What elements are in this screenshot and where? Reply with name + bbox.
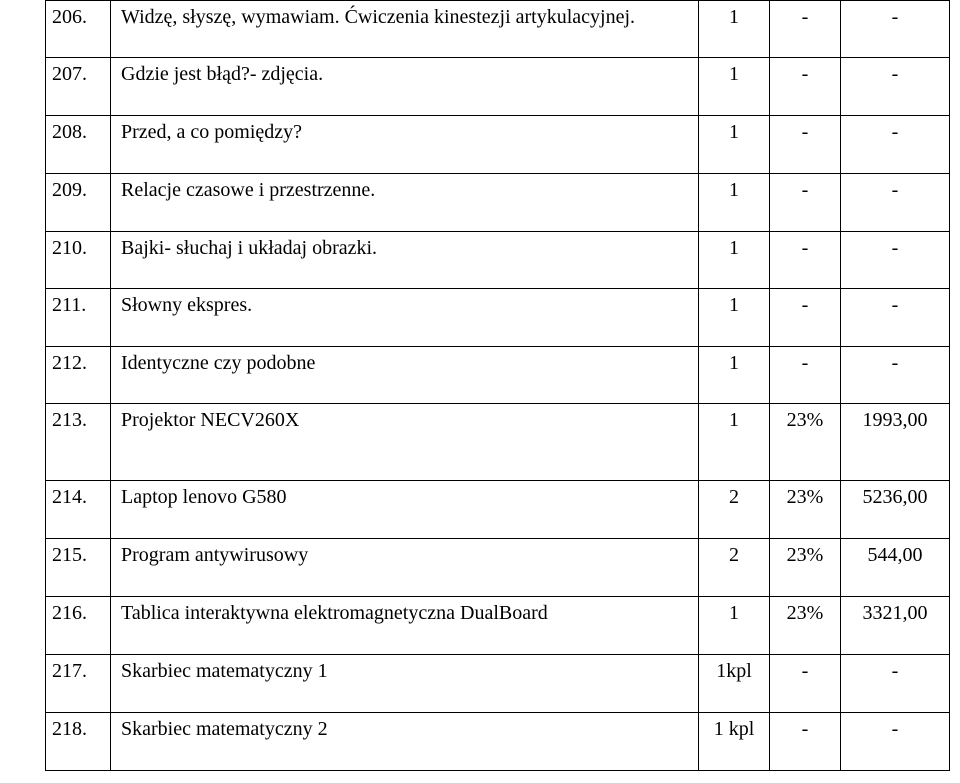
table-row [46,232,950,289]
item-value: - [841,1,950,58]
item-name: Gdzie jest błąd?- zdjęcia. [111,58,699,116]
item-value: 3321,00 [841,597,950,655]
item-quantity: 1 [699,232,770,289]
item-vat: - [770,289,841,347]
item-value: 544,00 [841,539,950,597]
item-name: Słowny ekspres. [111,289,699,347]
table-row [46,539,950,597]
items-table [45,0,950,771]
item-vat: - [770,116,841,174]
item-value: - [841,174,950,232]
item-quantity: 1 [699,347,770,404]
item-vat: - [770,174,841,232]
item-name: Tablica interaktywna elektromagnetyczna DualBoard [111,597,699,655]
row-number: 213. [46,404,111,481]
item-name: Widzę, słyszę, wymawiam. Ćwiczenia kinestezji artykulacyjnej. [111,1,699,58]
table-row [46,116,950,174]
table-row [46,713,950,771]
item-quantity: 2 [699,481,770,539]
table-row [46,597,950,655]
item-value: - [841,232,950,289]
row-number: 211. [46,289,111,347]
item-vat: - [770,713,841,771]
row-number: 218. [46,713,111,771]
item-name: Skarbiec matematyczny 1 [111,655,699,713]
item-vat: 23% [770,404,841,481]
row-number: 214. [46,481,111,539]
item-value: 5236,00 [841,481,950,539]
item-quantity: 1 [699,597,770,655]
item-quantity: 2 [699,539,770,597]
item-vat: 23% [770,597,841,655]
row-number: 217. [46,655,111,713]
item-vat: 23% [770,481,841,539]
item-name: Projektor NECV260X [111,404,699,481]
table-row [46,289,950,347]
row-number: 210. [46,232,111,289]
item-vat: - [770,232,841,289]
item-name: Bajki- słuchaj i układaj obrazki. [111,232,699,289]
table-row [46,174,950,232]
item-quantity: 1 [699,58,770,116]
item-name: Relacje czasowe i przestrzenne. [111,174,699,232]
item-value: - [841,58,950,116]
item-name: Program antywirusowy [111,539,699,597]
item-name: Skarbiec matematyczny 2 [111,713,699,771]
row-number: 215. [46,539,111,597]
item-name: Laptop lenovo G580 [111,481,699,539]
item-name: Przed, a co pomiędzy? [111,116,699,174]
item-vat: - [770,655,841,713]
item-quantity: 1 [699,404,770,481]
table-row [46,404,950,481]
row-number: 212. [46,347,111,404]
item-vat: 23% [770,539,841,597]
item-quantity: 1 [699,174,770,232]
row-number: 206. [46,1,111,58]
item-quantity: 1 [699,289,770,347]
item-vat: - [770,1,841,58]
row-number: 207. [46,58,111,116]
item-value: - [841,655,950,713]
item-value: - [841,116,950,174]
item-quantity: 1kpl [699,655,770,713]
item-value: - [841,347,950,404]
item-quantity: 1 [699,116,770,174]
table-row [46,481,950,539]
item-vat: - [770,347,841,404]
table-row [46,1,950,58]
item-value: - [841,713,950,771]
row-number: 208. [46,116,111,174]
item-vat: - [770,58,841,116]
table-row [46,655,950,713]
row-number: 209. [46,174,111,232]
table-row [46,58,950,116]
item-quantity: 1 [699,1,770,58]
item-name: Identyczne czy podobne [111,347,699,404]
item-value: 1993,00 [841,404,950,481]
row-number: 216. [46,597,111,655]
item-quantity: 1 kpl [699,713,770,771]
table-row [46,347,950,404]
item-value: - [841,289,950,347]
